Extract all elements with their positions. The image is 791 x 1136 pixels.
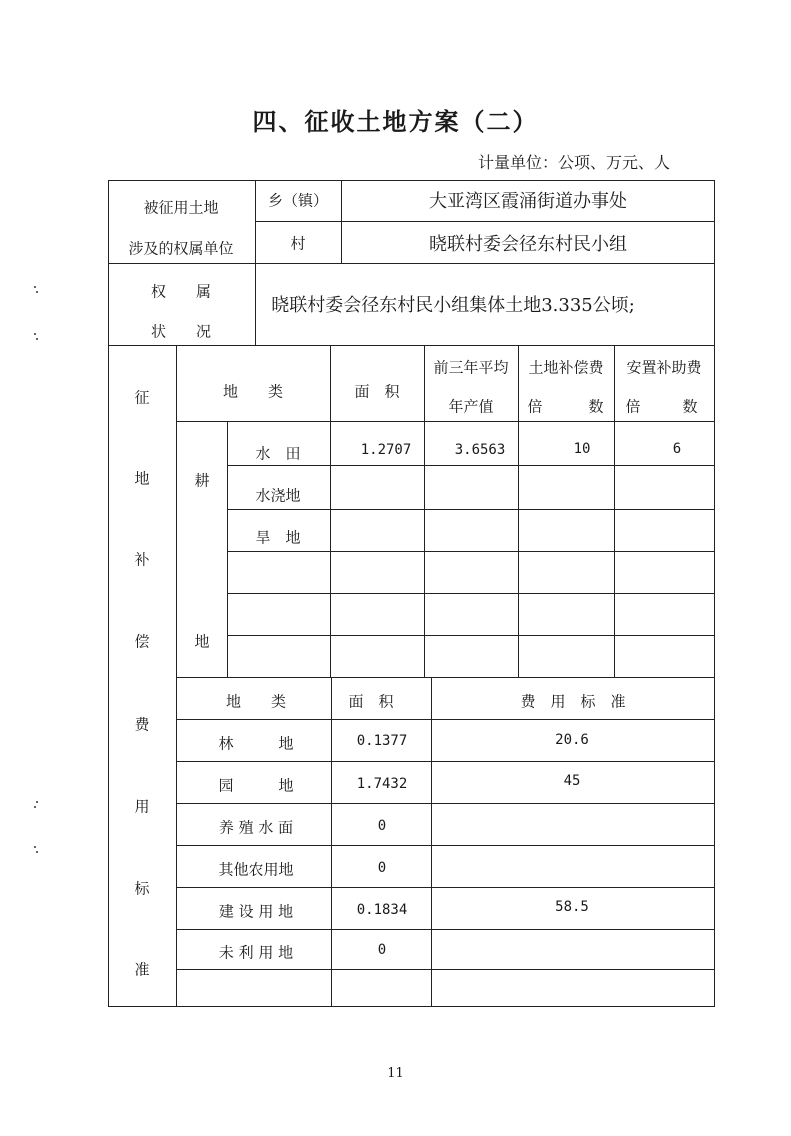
grid-line — [176, 803, 715, 804]
land-type-cell: 旱 地 — [255, 528, 301, 547]
grid-line — [176, 677, 715, 678]
land-type-cell: 林 地 — [218, 734, 294, 753]
comp-multiple-cell: 10 — [573, 441, 591, 457]
village-value: 晓联村委会径东村民小组 — [429, 234, 627, 255]
land-type-cell: 建 设 用 地 — [218, 902, 294, 921]
margin-mark — [36, 801, 38, 803]
grid-line — [227, 509, 715, 510]
col-area: 面 积 — [354, 382, 400, 401]
cultivated-char: 耕 — [194, 471, 210, 490]
ownership-value: 晓联村委会径东村民小组集体土地3.335公顷; — [271, 295, 635, 316]
avg-output-cell: 3.6563 — [454, 442, 506, 458]
col-avg-output-line2: 年产值 — [448, 397, 494, 416]
area-cell: 0 — [377, 942, 387, 958]
land-type-cell: 养 殖 水 面 — [218, 818, 294, 837]
margin-mark — [34, 286, 36, 288]
grid-line — [255, 221, 715, 222]
grid-line — [227, 421, 228, 677]
section-char: 标 — [134, 879, 150, 898]
margin-mark — [36, 291, 38, 293]
page-number: 11 — [387, 1066, 404, 1081]
grid-line — [176, 969, 715, 970]
grid-line — [424, 345, 425, 677]
section-char: 偿 — [134, 632, 150, 651]
grid-line — [227, 465, 715, 466]
margin-mark — [34, 846, 36, 848]
area-cell: 0 — [377, 860, 387, 876]
area-cell: 1.2707 — [360, 442, 412, 458]
grid-line — [227, 551, 715, 552]
grid-line — [614, 345, 615, 677]
col-resettle-line2a: 倍 — [625, 397, 641, 416]
area-cell: 0 — [377, 818, 387, 834]
section-char: 征 — [134, 388, 150, 407]
owner-label-line2: 涉及的权属单位 — [128, 239, 234, 258]
col-comp-line1: 土地补偿费 — [528, 358, 604, 377]
grid-line — [176, 719, 715, 720]
grid-line — [227, 635, 715, 636]
area-cell: 0.1377 — [356, 733, 408, 749]
grid-line — [176, 929, 715, 930]
margin-mark — [34, 806, 36, 808]
grid-line — [176, 887, 715, 888]
col-comp-line2b: 数 — [588, 397, 604, 416]
grid-line — [431, 677, 432, 1007]
standard-cell: 45 — [563, 773, 581, 789]
grid-line — [518, 345, 519, 677]
col-avg-output-line1: 前三年平均 — [433, 358, 509, 377]
resettle-multiple-cell: 6 — [672, 441, 682, 457]
owner-label-line1: 被征用土地 — [143, 198, 219, 217]
grid-line — [176, 345, 177, 1007]
section-char: 准 — [134, 960, 150, 979]
area-cell: 0.1834 — [356, 902, 408, 918]
land-type-cell: 园 地 — [218, 776, 294, 795]
col-area-2: 面 积 — [348, 692, 394, 711]
land-type-cell: 水浇地 — [255, 486, 301, 505]
standard-cell: 58.5 — [555, 899, 589, 915]
margin-mark — [36, 851, 38, 853]
cultivated-char: 地 — [194, 632, 210, 651]
col-standard: 费 用 标 准 — [520, 692, 626, 711]
margin-mark — [36, 338, 38, 340]
grid-line — [227, 593, 715, 594]
township-value: 大亚湾区霞涌街道办事处 — [429, 191, 627, 212]
section-char: 补 — [134, 550, 150, 569]
land-type-cell: 未 利 用 地 — [218, 943, 294, 962]
section-char: 用 — [134, 797, 150, 816]
grid-line — [331, 677, 332, 1007]
section-char: 费 — [134, 715, 150, 734]
grid-line — [330, 345, 331, 677]
col-land-type: 地 类 — [222, 382, 284, 401]
col-land-type-2: 地 类 — [225, 692, 287, 711]
section-char: 地 — [134, 469, 150, 488]
township-label: 乡（镇） — [267, 191, 329, 210]
page-title: 四、征收土地方案（二） — [252, 108, 539, 136]
grid-line — [108, 345, 715, 346]
ownership-label-line2: 状 况 — [150, 322, 212, 341]
margin-mark — [34, 333, 36, 335]
grid-line — [255, 180, 256, 345]
unit-note: 计量单位：公项、万元、人 — [478, 153, 671, 172]
area-cell: 1.7432 — [356, 776, 408, 792]
col-resettle-line2b: 数 — [682, 397, 698, 416]
col-comp-line2a: 倍 — [527, 397, 543, 416]
grid-line — [108, 263, 715, 264]
ownership-label-line1: 权 属 — [150, 282, 212, 301]
grid-line — [176, 421, 715, 422]
col-resettle-line1: 安置补助费 — [626, 358, 702, 377]
grid-line — [341, 180, 342, 263]
grid-line — [176, 845, 715, 846]
village-label: 村 — [290, 234, 306, 253]
standard-cell: 20.6 — [555, 732, 589, 748]
grid-line — [176, 761, 715, 762]
land-type-cell: 水 田 — [255, 444, 301, 463]
land-type-cell: 其他农用地 — [218, 860, 294, 879]
